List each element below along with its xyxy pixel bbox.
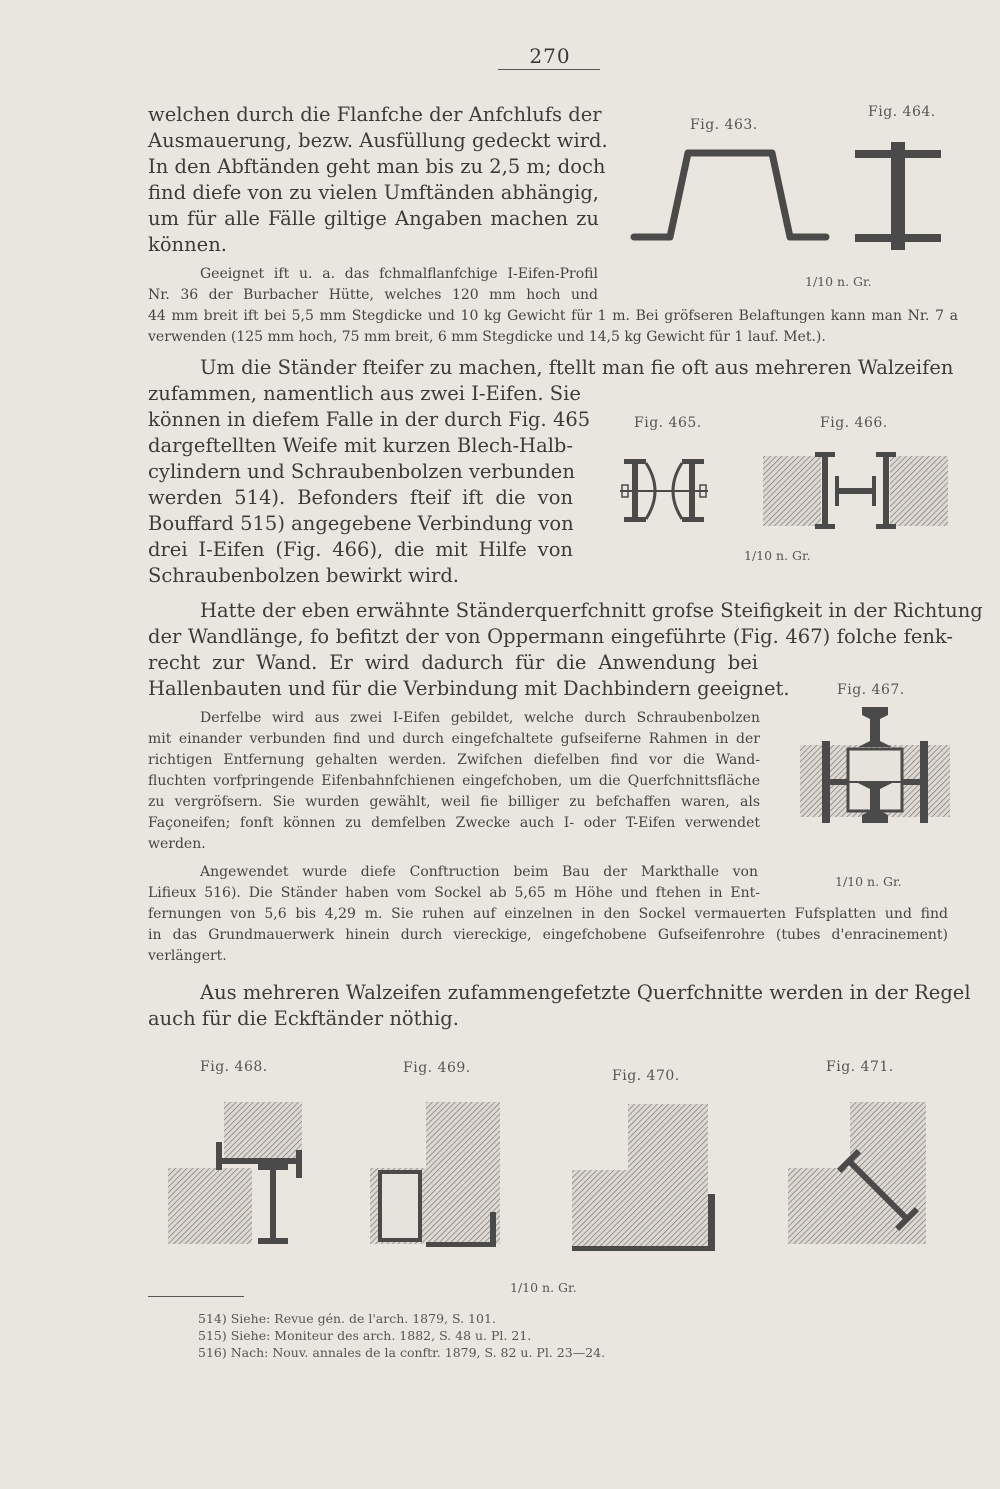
figure-467-oppermann-section	[800, 705, 950, 827]
figure-label: Fig. 470.	[612, 1068, 680, 1084]
paragraph-1	[148, 102, 608, 258]
text-line: fernungen von 5,6 bis 4,29 m. Sie ruhen auf einzelnen in den Sockel vermauerten Fufsplatten und find	[148, 906, 948, 922]
text-line: auch für die Eckftänder nöthig.	[148, 1007, 459, 1030]
page-number: 270	[529, 44, 571, 68]
footnote: 514) Siehe: Revue gén. de l'arch. 1879, S. 101.	[198, 1311, 496, 1326]
text-line: find diefe von zu vielen Umftänden abhängig,	[148, 181, 599, 204]
text-line: Angewendet wurde diefe Conftruction beim Bau der Markthalle von	[200, 864, 758, 880]
figure-470-corner-post	[572, 1104, 720, 1252]
text-line: verwenden (125 mm hoch, 75 mm breit, 6 mm Stegdicke und 14,5 kg Gewicht für 1 lauf. Met.).	[148, 329, 826, 345]
text-line: Schraubenbolzen bewirkt wird.	[148, 564, 460, 587]
text-line: Derfelbe wird aus zwei I-Eifen gebildet, welche durch Schraubenbolzen	[200, 710, 760, 726]
figure-469-corner-post	[370, 1102, 510, 1250]
figure-label: Fig. 468.	[200, 1059, 268, 1075]
text-line: Aus mehreren Walzeifen zufammengefetzte Querfchnitte werden in der Regel	[200, 981, 971, 1004]
scale-label: 1/10 n. Gr.	[835, 874, 902, 889]
paragraph-4	[148, 980, 971, 1032]
text-line: Façoneifen; fonft können zu demfelben Zwecke auch I- oder T-Eifen verwendet	[148, 815, 760, 831]
footnote: 516) Nach: Nouv. annales de la conftr. 1879, S. 82 u. Pl. 23—24.	[198, 1345, 606, 1360]
figure-label: Fig. 464.	[868, 104, 936, 120]
text-line: recht zur Wand. Er wird dadurch für die Anwendung bei	[148, 651, 758, 674]
text-line: Hatte der eben erwähnte Ständerquerfchnitt grofse Steifigkeit in der Richtung	[200, 599, 983, 622]
text-line: Um die Ständer fteifer zu machen, ftellt man fie oft aus mehreren Walzeifen	[200, 356, 954, 379]
footnote: 515) Siehe: Moniteur des arch. 1882, S. 48 u. Pl. 21.	[198, 1328, 532, 1343]
figure-label: Fig. 467.	[837, 682, 905, 698]
text-line: In den Abftänden geht man bis zu 2,5 m; doch	[148, 155, 606, 178]
figure-463-trough-section	[630, 145, 830, 245]
figure-label: Fig. 465.	[634, 415, 702, 431]
text-line: Lifieux 516). Die Ständer haben vom Sockel ab 5,65 m Höhe und ftehen in Ent-	[148, 885, 760, 901]
footnote-rule	[148, 1296, 244, 1297]
figure-468-corner-post	[168, 1102, 318, 1250]
figure-466-three-i-section	[763, 452, 948, 530]
text-line: mit einander verbunden find und durch eingefchaltete gufseiferne Rahmen in der	[148, 731, 760, 747]
text-line: dargeftellten Weife mit kurzen Blech-Halb-	[148, 434, 573, 457]
text-line: Ausmauerung, bezw. Ausfüllung gedeckt wird.	[148, 129, 608, 152]
text-line: werden.	[148, 836, 206, 852]
figure-label: Fig. 463.	[690, 117, 758, 133]
small-paragraph-2	[148, 708, 760, 855]
text-line: 44 mm breit ift bei 5,5 mm Stegdicke und 10 kg Gewicht für 1 m. Bei gröfseren Belaftungen kann man Nr. 7 a	[148, 308, 958, 324]
figure-464-i-beam	[855, 142, 945, 250]
header-rule	[498, 69, 600, 70]
text-line: in das Grundmauerwerk hinein durch viereckige, eingefchobene Gufseifenrohre (tubes d'enracinement)	[148, 927, 948, 943]
text-line: welchen durch die Flanfche der Anfchlufs der	[148, 103, 602, 126]
small-paragraph-3	[148, 862, 948, 967]
text-line: Nr. 36 der Burbacher Hütte, welches 120 mm hoch und	[148, 287, 598, 303]
text-line: Bouffard 515) angegebene Verbindung von	[148, 512, 574, 535]
scale-label: 1/10 n. Gr.	[805, 274, 872, 289]
text-line: Geeignet ift u. a. das fchmalflanfchige I-Eifen-Profil	[200, 266, 598, 282]
text-line: um für alle Fälle giltige Angaben machen zu	[148, 207, 599, 230]
text-line: drei I-Eifen (Fig. 466), die mit Hilfe von	[148, 538, 573, 561]
figure-label: Fig. 471.	[826, 1059, 894, 1075]
text-line: fluchten vorfpringende Eifenbahnfchienen eingefchoben, um die Querfchnittsfläche	[148, 773, 760, 789]
text-line: können in diefem Falle in der durch Fig. 465	[148, 408, 591, 431]
text-line: verlängert.	[148, 948, 227, 964]
text-line: cylindern und Schraubenbolzen verbunden	[148, 460, 575, 483]
figure-471-corner-post	[788, 1102, 938, 1250]
text-line: zufammen, namentlich aus zwei I-Eifen. Sie	[148, 382, 581, 405]
text-line: werden 514). Befonders fteif ift die von	[148, 486, 573, 509]
text-line: Hallenbauten und für die Verbindung mit Dachbindern geeignet.	[148, 677, 790, 700]
text-line: der Wandlänge, fo befitzt der von Oppermann eingeführte (Fig. 467) folche fenk-	[148, 625, 953, 648]
text-line: zu vergröfsern. Sie wurden gewählt, weil fie billiger zu befchaffen waren, als	[148, 794, 760, 810]
paragraph-3	[148, 598, 983, 702]
text-line: können.	[148, 233, 227, 256]
scale-label: 1/10 n. Gr.	[744, 548, 811, 563]
figure-465-double-i-section	[618, 455, 710, 527]
text-line: richtigen Entfernung gehalten werden. Zwifchen diefelben find vor die Wand-	[148, 752, 760, 768]
scale-label: 1/10 n. Gr.	[510, 1280, 577, 1295]
figure-label: Fig. 469.	[403, 1060, 471, 1076]
figure-label: Fig. 466.	[820, 415, 888, 431]
footnotes	[198, 1310, 605, 1361]
